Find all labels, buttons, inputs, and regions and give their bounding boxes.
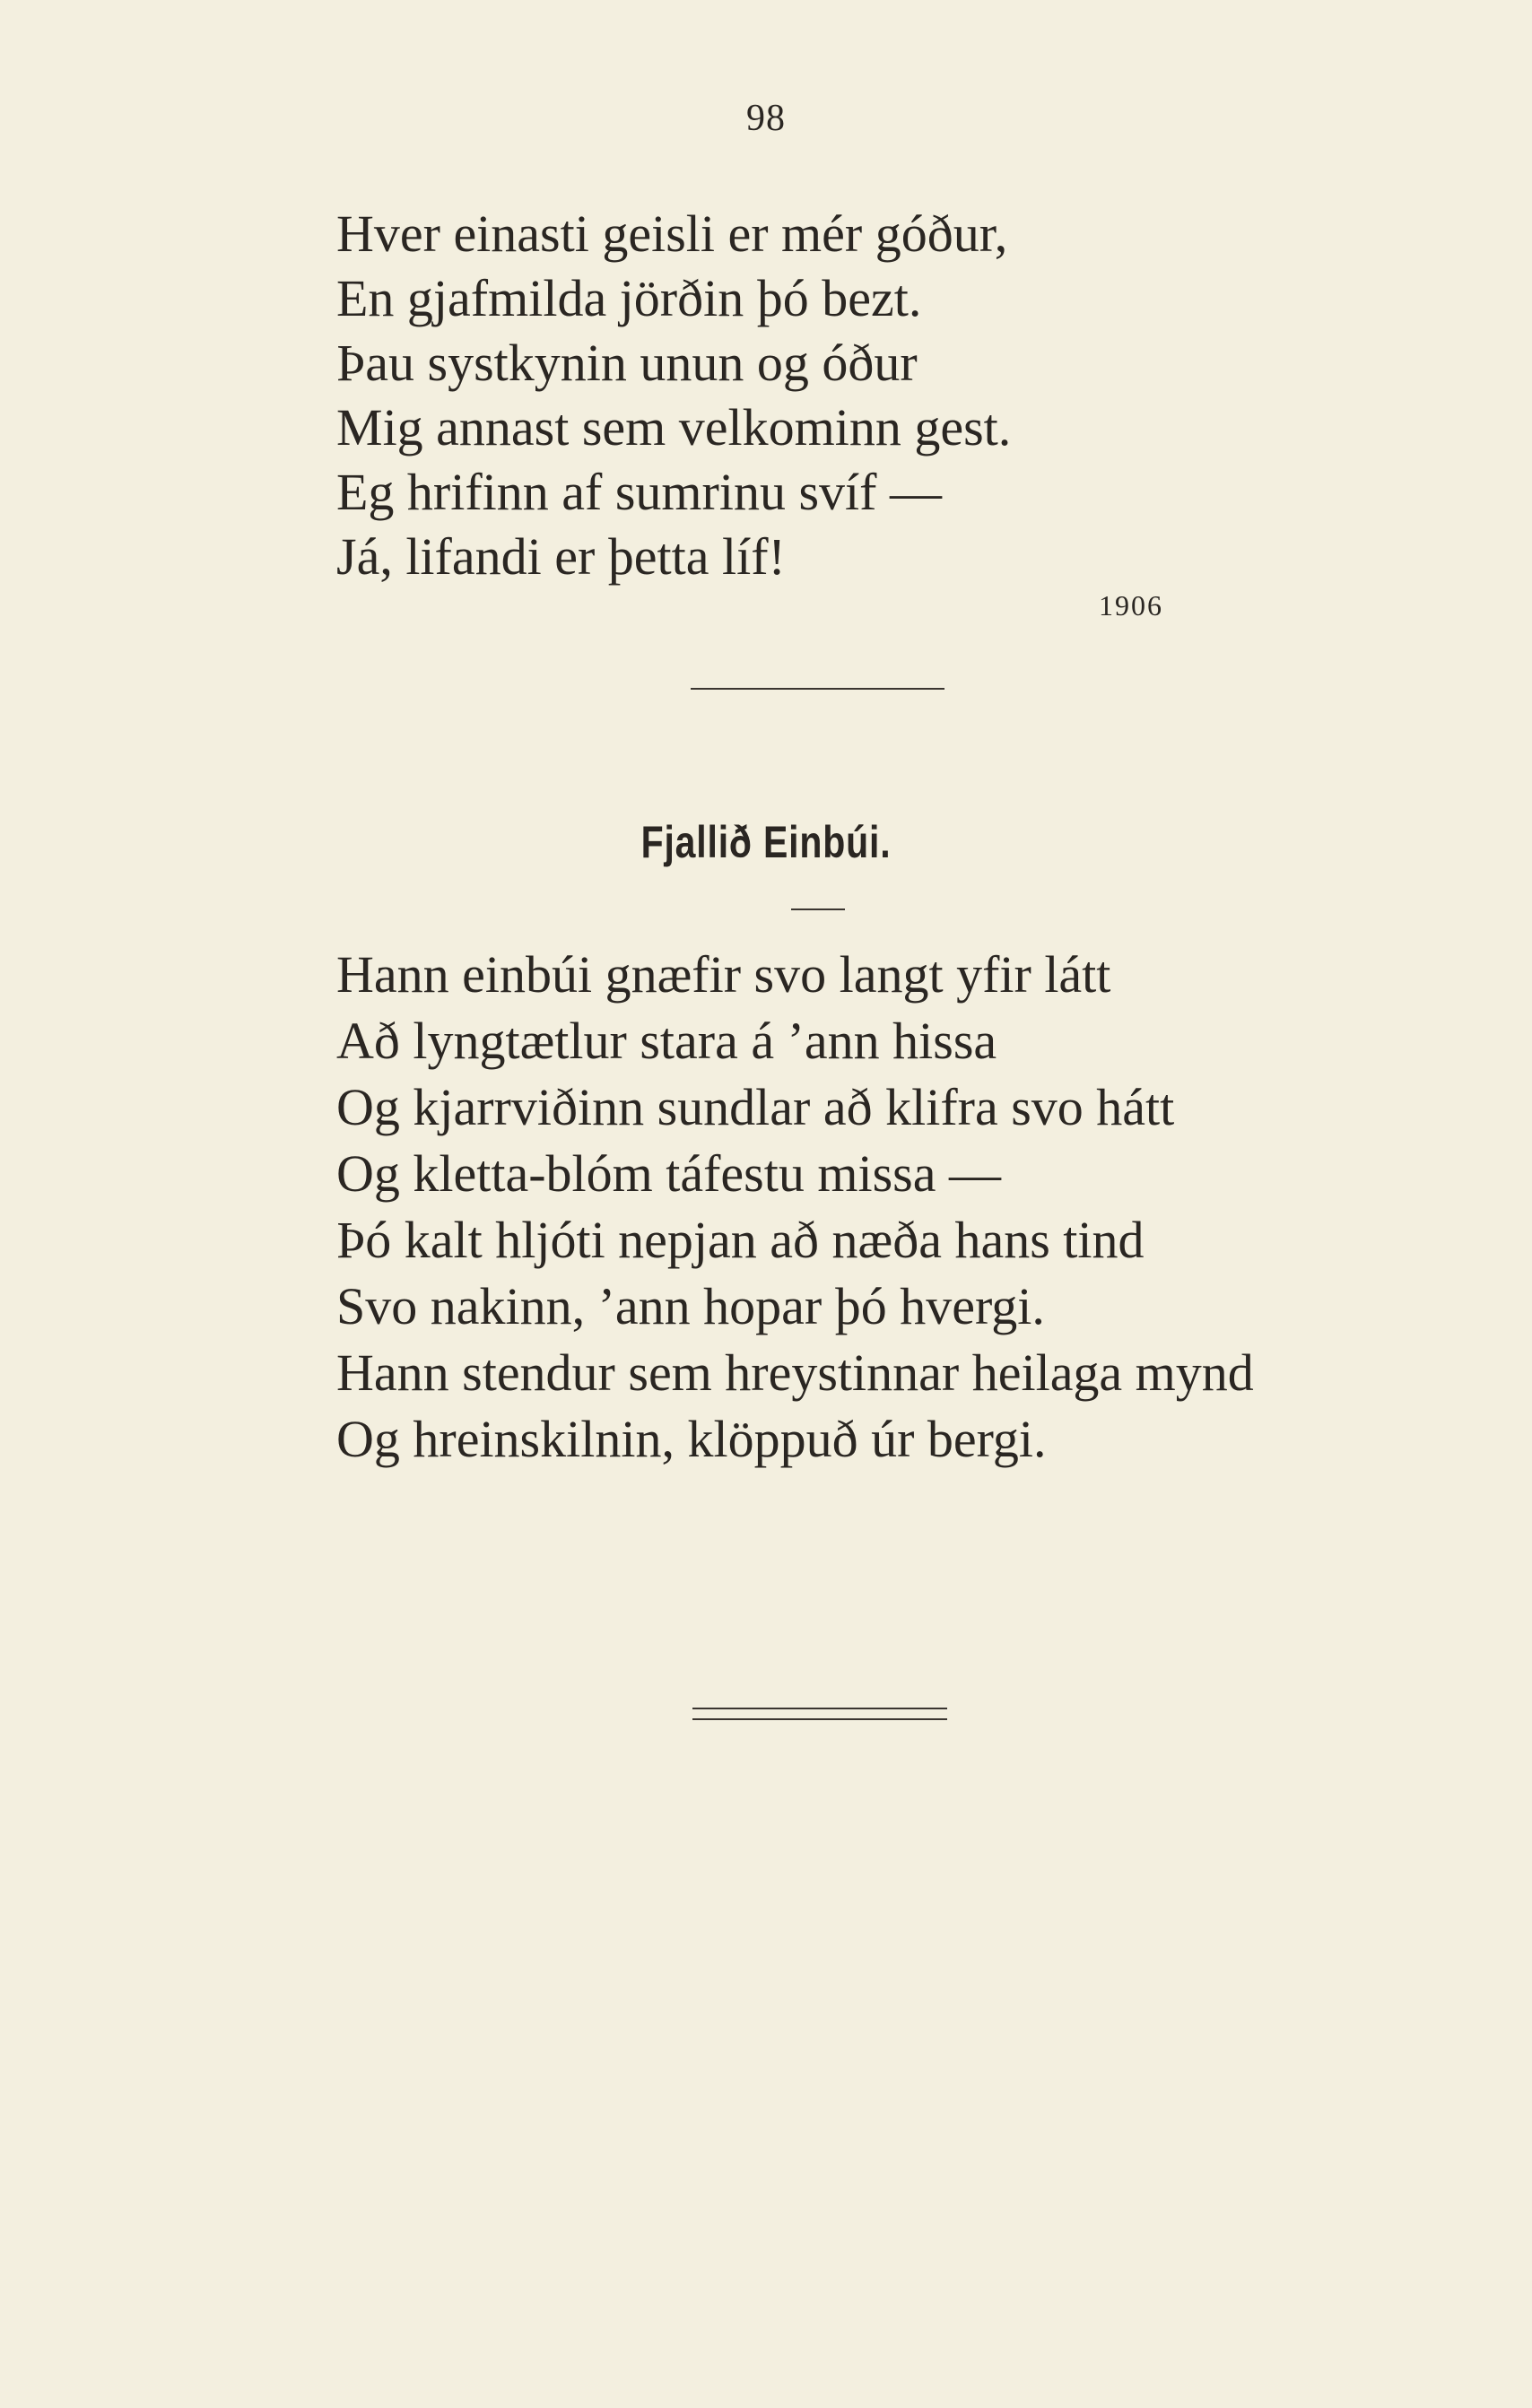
poem-line: Og hreinskilnin, klöppuð úr bergi. <box>336 1410 1047 1468</box>
title-underline <box>791 908 845 910</box>
poem-line: Eg hrifinn af sumrinu svíf — <box>336 463 942 521</box>
poem-line: Hann einbúi gnæfir svo langt yfir látt <box>336 945 1111 1004</box>
poem-title: Fjallið Einbúi. <box>640 817 892 867</box>
poem-line: Þó kalt hljóti nepjan að næða hans tind <box>336 1211 1145 1269</box>
poem-year: 1906 <box>1099 589 1163 622</box>
poem-line: Og kletta-blóm táfestu missa — <box>336 1144 1001 1203</box>
page-number: 98 <box>746 98 786 139</box>
poem-line: Svo nakinn, ’ann hopar þó hvergi. <box>336 1277 1045 1335</box>
poem-line: Mig annast sem velkominn gest. <box>336 398 1012 456</box>
poem-line: Að lyngtætlur stara á ’ann hissa <box>336 1012 997 1070</box>
end-rule-bottom <box>692 1718 947 1720</box>
poem-line: Þau systkynin unun og óður <box>336 334 918 392</box>
poem-line: En gjafmilda jörðin þó bezt. <box>336 269 922 327</box>
end-rule-top <box>692 1708 947 1709</box>
poem-line: Hver einasti geisli er mér góður, <box>336 204 1008 263</box>
poem-line: Og kjarrviðinn sundlar að klifra svo hátt <box>336 1078 1175 1136</box>
poem-line: Hann stendur sem hreystinnar heilaga mynd <box>336 1343 1254 1402</box>
poem-line: Já, lifandi er þetta líf! <box>336 527 786 586</box>
section-divider <box>691 688 944 690</box>
